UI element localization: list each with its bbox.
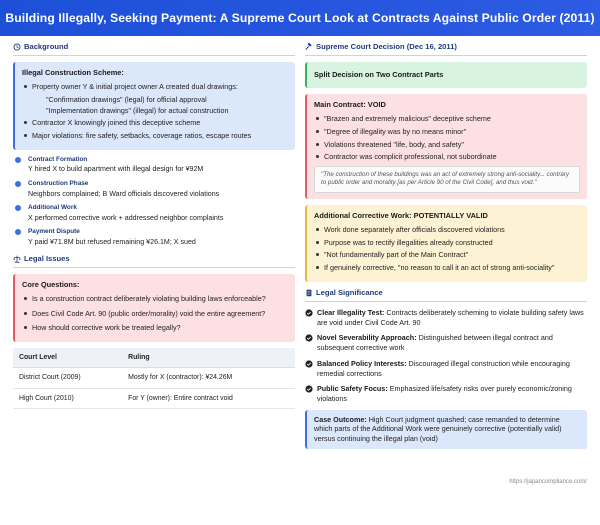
- list-item: "Degree of illegality was by no means minor": [314, 127, 580, 137]
- list-item: Is a construction contract deliberately violating building laws enforceable?: [22, 294, 288, 304]
- table-cell: Mostly for X (contractor): ¥24.26M: [122, 368, 295, 388]
- court-quote: "The construction of these buildings was an act of extremely strong anti-sociality... contrary to public order and morality [as per Article 90 of the Civil Code], and thus void.": [314, 166, 580, 193]
- significance-item: Public Safety Focus: Emphasized life/safety risks over purely economic/zoning violations: [305, 384, 587, 403]
- split-title: Split Decision on Two Contract Parts: [314, 70, 444, 80]
- list-item: Violations threatened "life, body, and safety": [314, 140, 580, 150]
- table-header-row: [13, 348, 295, 368]
- list-item: Contractor X knowingly joined this deceptive scheme: [22, 118, 288, 128]
- timeline-dot: [15, 157, 21, 163]
- gavel-icon: [305, 43, 313, 51]
- column-header: Court Level: [13, 348, 122, 368]
- right-column: [305, 42, 587, 449]
- list-subitem: "Implementation drawings" (illegal) for actual construction: [46, 105, 229, 115]
- table-row: [13, 388, 295, 408]
- list-item: Contractor was complicit professional, not subordinate: [314, 152, 580, 162]
- significance-item: Novel Severability Approach: Distinguished between illegal contract and subsequent corrective work: [305, 333, 587, 352]
- page-title: Building Illegally, Seeking Payment: A Supreme Court Look at Contracts Against Public Order (2011): [5, 10, 595, 25]
- list-item: If genuinely corrective, "no reason to call it an act of strong anti-sociality": [314, 263, 580, 273]
- title-banner: [0, 0, 600, 36]
- timeline-item: Contract Formation Y hired X to build apartment with illegal design for ¥92M: [13, 156, 295, 175]
- list-item: Major violations: fire safety, setbacks, coverage ratios, escape routes: [22, 131, 288, 141]
- main-contract-box: [305, 94, 587, 199]
- significance-heading: Legal Significance: [305, 288, 587, 302]
- scales-icon: [13, 255, 21, 263]
- table-cell: High Court (2010): [13, 388, 122, 408]
- background-heading: Background: [13, 42, 295, 56]
- list-subitem: "Confirmation drawings" (legal) for official approval: [46, 94, 207, 104]
- timeline-dot: [15, 229, 21, 235]
- list-item: Property owner Y & initial project owner A created dual drawings:: [22, 82, 288, 92]
- split-decision-box: [305, 62, 587, 88]
- timeline-dot: [15, 181, 21, 187]
- column-header: Ruling: [122, 348, 295, 368]
- list-item: Work done separately after officials discovered violations: [314, 225, 580, 235]
- timeline-dot: [15, 205, 21, 211]
- table-row: [13, 368, 295, 388]
- main-contract-title: Main Contract: VOID: [314, 100, 386, 110]
- significance-item: Balanced Policy Interests: Discouraged illegal construction while encouraging remedial corrections: [305, 359, 587, 378]
- core-questions-box: [13, 274, 295, 342]
- list-item: Does Civil Code Art. 90 (public order/morality) void the entire agreement?: [22, 309, 288, 319]
- source-url: https://japancompliance.com/: [509, 478, 587, 485]
- timeline: [13, 156, 295, 248]
- history-icon: [13, 43, 21, 51]
- court-rulings-table: [13, 348, 295, 409]
- list-item: How should corrective work be treated legally?: [22, 323, 288, 333]
- timeline-item: Additional Work X performed corrective work + addressed neighbor complaints: [13, 204, 295, 223]
- case-outcome-box: [305, 410, 587, 449]
- document-icon: [305, 289, 313, 297]
- additional-work-title: Additional Corrective Work: POTENTIALLY VALID: [314, 210, 488, 220]
- scheme-title: Illegal Construction Scheme:: [22, 68, 124, 78]
- list-item: "Brazen and extremely malicious" deceptive scheme: [314, 114, 580, 124]
- outcome-text: High Court judgment quashed; case remanded to determine which parts of the Additional Work were genuinely corrective (potentially valid) versus continuing the illegal plan (void): [314, 414, 562, 444]
- outcome-title: Case Outcome:: [314, 414, 367, 424]
- check-circle-icon: [305, 360, 313, 368]
- left-column: [13, 42, 295, 449]
- additional-work-box: [305, 205, 587, 282]
- check-circle-icon: [305, 334, 313, 342]
- check-circle-icon: [305, 309, 313, 317]
- timeline-item: Construction Phase Neighbors complained; B Ward officials discovered violations: [13, 180, 295, 199]
- decision-heading: Supreme Court Decision (Dec 16, 2011): [305, 42, 587, 56]
- table-cell: District Court (2009): [13, 368, 122, 388]
- list-item: "Not fundamentally part of the Main Contract": [314, 250, 580, 260]
- significance-item: Clear Illegality Test: Contracts deliberately scheming to violate building safety laws are void under Civil Code Art. 90: [305, 308, 587, 327]
- legal-issues-heading: Legal Issues: [13, 254, 295, 268]
- list-item: Purpose was to rectify illegalities already constructed: [314, 238, 580, 248]
- timeline-item: Payment Dispute Y paid ¥71.8M but refused remaining ¥26.1M; X sued: [13, 228, 295, 247]
- check-circle-icon: [305, 385, 313, 393]
- core-title: Core Questions:: [22, 279, 80, 289]
- table-cell: For Y (owner): Entire contract void: [122, 388, 295, 408]
- scheme-box: [13, 62, 295, 150]
